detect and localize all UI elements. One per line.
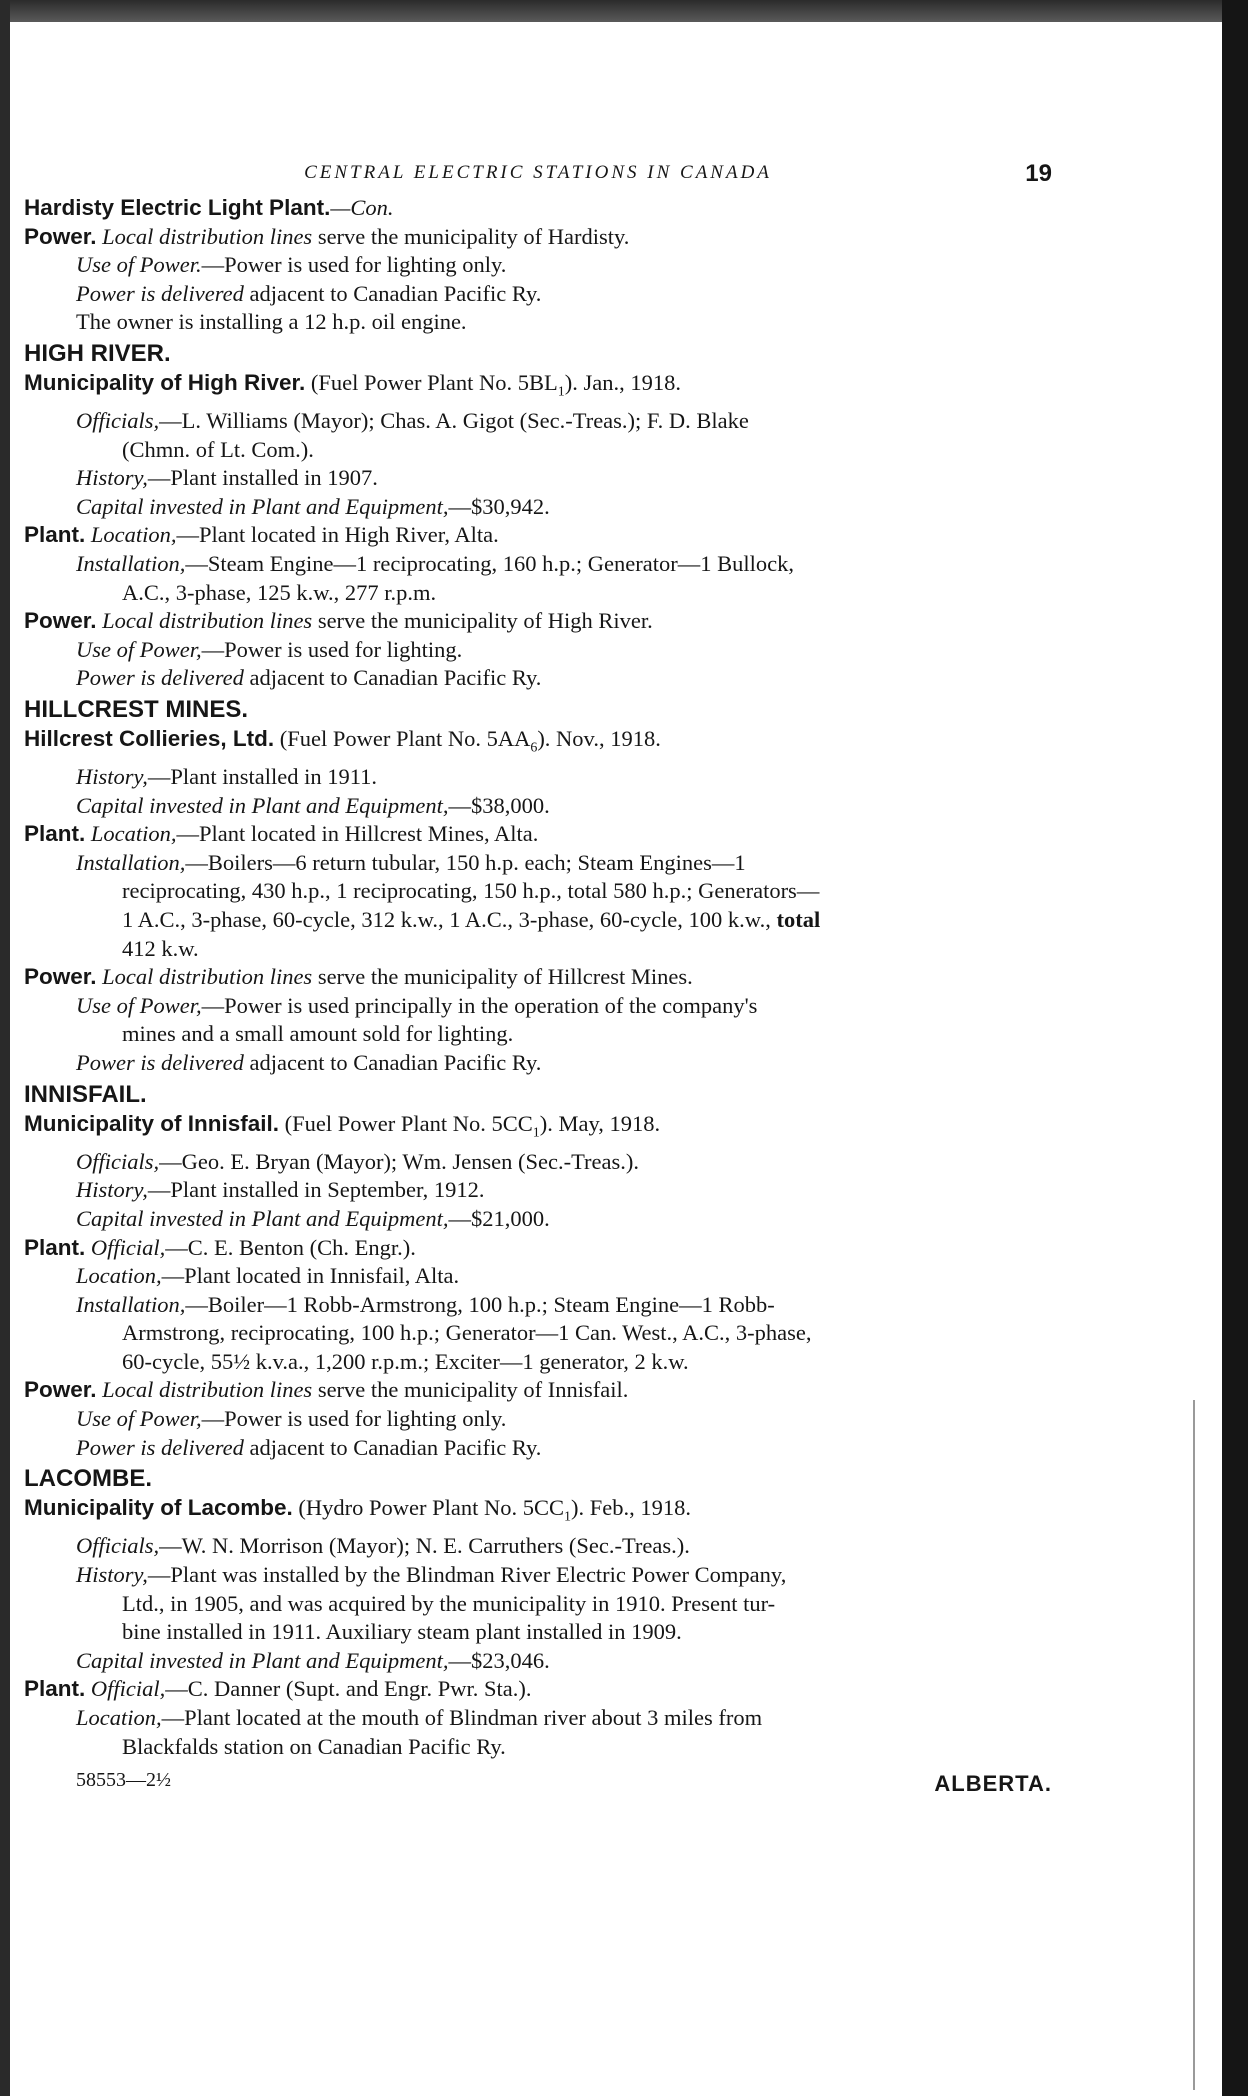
distribution-text: serve the municipality of Innisfail.: [312, 1377, 629, 1403]
history-label: History,: [76, 764, 148, 790]
installation-label: Installation,: [76, 849, 186, 875]
power-label: Power.: [24, 223, 97, 249]
capital-line: [24, 493, 1052, 522]
use-line: [24, 251, 1052, 280]
location-line-2: Blackfalds station on Canadian Pacific Ry.: [122, 1733, 506, 1759]
entity-text: (Fuel Power Plant No. 5AA: [274, 726, 531, 751]
history-line: [24, 1176, 1052, 1205]
delivered-line: [24, 280, 1052, 309]
entry-hardisty: [24, 194, 1052, 337]
entity-name: Hardisty Electric Light Plant.: [24, 195, 331, 220]
location-label: Location,: [90, 821, 177, 847]
note-line: The owner is installing a 12 h.p. oil engine.: [76, 309, 467, 335]
entity-line: [24, 725, 1052, 763]
installation-line-2: Armstrong, reciprocating, 100 h.p.; Generator—1 Can. West., A.C., 3-phase,: [122, 1320, 812, 1346]
installation-line-4: 412 k.w.: [122, 935, 199, 961]
entity-name: Municipality of Lacombe.: [24, 1495, 293, 1521]
officials-label: Officials,: [76, 1148, 160, 1174]
officials-text: —Geo. E. Bryan (Mayor); Wm. Jensen (Sec.-Treas.).: [159, 1148, 640, 1174]
section-heading: HIGH RIVER.: [24, 339, 171, 367]
location-label: Location,: [76, 1263, 162, 1289]
distribution-label: Local distribution lines: [102, 1377, 313, 1403]
official-text: —C. Danner (Supt. and Engr. Pwr. Sta.).: [165, 1676, 532, 1702]
distribution-label: Local distribution lines: [102, 223, 313, 249]
use-line-2: mines and a small amount sold for lighting.: [122, 1021, 514, 1047]
plant-label: Plant.: [24, 821, 86, 847]
capital-label: Capital invested in Plant and Equipment,: [76, 1647, 449, 1673]
power-line: [24, 963, 1052, 992]
capital-text: —$38,000.: [448, 792, 550, 818]
power-line: [24, 223, 1052, 252]
entity-line: [24, 1494, 1052, 1532]
history-text: —Plant was installed by the Blindman River Electric Power Company,: [147, 1561, 787, 1587]
continued-mark: —Con.: [330, 195, 394, 220]
location-line: [24, 1262, 1052, 1291]
power-line: [24, 607, 1052, 636]
distribution-label: Local distribution lines: [102, 964, 313, 990]
plant-line: [24, 1234, 1052, 1263]
use-text: —Power is used for lighting.: [201, 636, 463, 662]
installation-line-3: [24, 906, 1052, 935]
entry-innisfail: [24, 1080, 1052, 1463]
scan-left-edge: [0, 0, 10, 2096]
officials-line: [24, 1532, 1052, 1561]
page-number: 19: [1025, 160, 1052, 187]
installation-line: [24, 1291, 1052, 1320]
use-line: [24, 1405, 1052, 1434]
entity-subscript: 1: [557, 384, 565, 400]
printer-signature: 58553—2½: [76, 1769, 171, 1792]
plant-label: Plant.: [24, 1234, 86, 1260]
section-heading: INNISFAIL.: [24, 1080, 147, 1108]
entity-text-end: ). Jan., 1918.: [564, 369, 682, 395]
entity-text: (Fuel Power Plant No. 5BL: [305, 369, 558, 395]
officials-line: [24, 1148, 1052, 1177]
entity-subscript: 1: [564, 1509, 572, 1525]
installation-line-3: 60-cycle, 55½ k.v.a., 1,200 r.p.m.; Exciter—1 generator, 2 k.w.: [122, 1348, 689, 1374]
history-line-3: bine installed in 1911. Auxiliary steam plant installed in 1909.: [122, 1619, 682, 1645]
capital-label: Capital invested in Plant and Equipment,: [76, 493, 449, 519]
page-footer: [24, 1767, 1052, 1807]
power-label: Power.: [24, 1377, 97, 1403]
delivered-line: [24, 664, 1052, 693]
power-line: [24, 1376, 1052, 1405]
plant-line: [24, 521, 1052, 550]
margin-rule: [1193, 1400, 1195, 2090]
plant-line: [24, 820, 1052, 849]
installation-line-2: A.C., 3-phase, 125 k.w., 277 r.p.m.: [122, 579, 437, 605]
installation-label: Installation,: [76, 1291, 186, 1317]
location-line: [24, 1704, 1052, 1733]
power-label: Power.: [24, 964, 97, 990]
entity-line: [24, 194, 1052, 223]
entity-line: [24, 1110, 1052, 1148]
entity-subscript: 1: [532, 1125, 540, 1141]
entity-name: Municipality of High River.: [24, 369, 306, 395]
installation-text: —Boiler—1 Robb-Armstrong, 100 h.p.; Steam Engine—1 Robb-: [185, 1291, 775, 1317]
installation-text-3: 1 A.C., 3-phase, 60-cycle, 312 k.w., 1 A.C., 3-phase, 60-cycle, 100 k.w.,: [122, 907, 777, 933]
entity-text-end: ). Feb., 1918.: [571, 1495, 692, 1521]
installation-text: —Boilers—6 return tubular, 150 h.p. each; Steam Engines—1: [185, 849, 746, 875]
use-line: [24, 636, 1052, 665]
history-line: [24, 1561, 1052, 1590]
entity-line: [24, 369, 1052, 407]
history-label: History,: [76, 1177, 148, 1203]
entry-high-river: [24, 339, 1052, 693]
delivered-text: adjacent to Canadian Pacific Ry.: [243, 280, 542, 306]
scan-right-edge: [1222, 0, 1248, 2096]
location-text: —Plant located in Hillcrest Mines, Alta.: [176, 821, 539, 847]
official-text: —C. E. Benton (Ch. Engr.).: [165, 1234, 416, 1260]
scan-top-edge: [0, 0, 1248, 22]
power-label: Power.: [24, 608, 97, 634]
delivered-label: Power is delivered: [76, 280, 244, 306]
delivered-label: Power is delivered: [76, 1050, 244, 1076]
capital-line: [24, 1205, 1052, 1234]
history-line: [24, 763, 1052, 792]
use-text: —Power is used for lighting only.: [201, 1406, 507, 1432]
section-heading: LACOMBE.: [24, 1465, 152, 1493]
distribution-label: Local distribution lines: [102, 608, 313, 634]
location-text: —Plant located in High River, Alta.: [176, 522, 499, 548]
use-text: —Power is used for lighting only.: [201, 252, 507, 278]
capital-text: —$23,046.: [448, 1647, 550, 1673]
delivered-line: [24, 1049, 1052, 1078]
use-label: Use of Power,: [76, 636, 202, 662]
installation-text: —Steam Engine—1 reciprocating, 160 h.p.; Generator—1 Bullock,: [185, 551, 794, 577]
history-line-2: Ltd., in 1905, and was acquired by the municipality in 1910. Present tur-: [122, 1590, 776, 1616]
location-text: —Plant located at the mouth of Blindman river about 3 miles from: [161, 1704, 763, 1730]
officials-label: Officials,: [76, 1533, 160, 1559]
officials-line-2: (Chmn. of Lt. Com.).: [122, 436, 314, 462]
document-page: [24, 150, 1052, 1807]
delivered-line: [24, 1434, 1052, 1463]
entry-hillcrest-mines: [24, 695, 1052, 1078]
distribution-text: serve the municipality of High River.: [312, 608, 653, 634]
capital-line: [24, 1647, 1052, 1676]
distribution-text: serve the municipality of Hardisty.: [312, 223, 630, 249]
distribution-text: serve the municipality of Hillcrest Mines.: [312, 964, 693, 990]
entity-text-end: ). Nov., 1918.: [537, 726, 661, 751]
province-label: ALBERTA.: [934, 1771, 1052, 1797]
entity-name: Municipality of Innisfail.: [24, 1110, 280, 1136]
delivered-label: Power is delivered: [76, 665, 244, 691]
installation-line-2: reciprocating, 430 h.p., 1 reciprocating, 150 h.p., total 580 h.p.; Generators—: [122, 878, 820, 904]
use-label: Use of Power,: [76, 1406, 202, 1432]
entity-name: Hillcrest Collieries, Ltd.: [24, 726, 275, 751]
location-label: Location,: [76, 1704, 162, 1730]
location-label: Location,: [90, 522, 177, 548]
capital-line: [24, 792, 1052, 821]
running-head: [24, 150, 1052, 194]
entity-subscript: 6: [530, 740, 538, 756]
use-line: [24, 992, 1052, 1021]
delivered-text: adjacent to Canadian Pacific Ry.: [243, 1050, 542, 1076]
delivered-text: adjacent to Canadian Pacific Ry.: [243, 665, 542, 691]
capital-label: Capital invested in Plant and Equipment,: [76, 792, 449, 818]
plant-label: Plant.: [24, 1676, 86, 1702]
capital-text: —$21,000.: [448, 1205, 550, 1231]
official-label: Official,: [90, 1676, 166, 1702]
plant-label: Plant.: [24, 522, 86, 548]
officials-line: [24, 407, 1052, 436]
location-text: —Plant located in Innisfail, Alta.: [161, 1263, 460, 1289]
officials-text: —W. N. Morrison (Mayor); N. E. Carruthers (Sec.-Treas.).: [159, 1533, 690, 1559]
official-label: Official,: [90, 1234, 166, 1260]
section-heading: HILLCREST MINES.: [24, 696, 249, 723]
delivered-text: adjacent to Canadian Pacific Ry.: [243, 1434, 542, 1460]
installation-total: total: [776, 907, 821, 933]
entity-text: (Hydro Power Plant No. 5CC: [292, 1495, 565, 1521]
history-text: —Plant installed in 1911.: [147, 764, 378, 790]
entity-text-end: ). May, 1918.: [539, 1110, 661, 1136]
entry-lacombe: [24, 1464, 1052, 1761]
use-label: Use of Power.: [76, 252, 202, 278]
officials-label: Officials,: [76, 408, 160, 434]
officials-text: —L. Williams (Mayor); Chas. A. Gigot (Sec.-Treas.); F. D. Blake: [159, 408, 749, 434]
history-line: [24, 464, 1052, 493]
history-text: —Plant installed in September, 1912.: [147, 1177, 485, 1203]
plant-line: [24, 1675, 1052, 1704]
delivered-label: Power is delivered: [76, 1434, 244, 1460]
history-label: History,: [76, 1561, 148, 1587]
running-title: CENTRAL ELECTRIC STATIONS IN CANADA: [304, 162, 772, 183]
installation-label: Installation,: [76, 551, 186, 577]
history-text: —Plant installed in 1907.: [147, 465, 378, 491]
capital-label: Capital invested in Plant and Equipment,: [76, 1205, 449, 1231]
installation-line: [24, 849, 1052, 878]
installation-line: [24, 550, 1052, 579]
capital-text: —$30,942.: [448, 493, 550, 519]
entity-text: (Fuel Power Plant No. 5CC: [279, 1110, 533, 1136]
history-label: History,: [76, 465, 148, 491]
use-label: Use of Power,: [76, 992, 202, 1018]
use-text: —Power is used principally in the operation of the company's: [201, 992, 758, 1018]
